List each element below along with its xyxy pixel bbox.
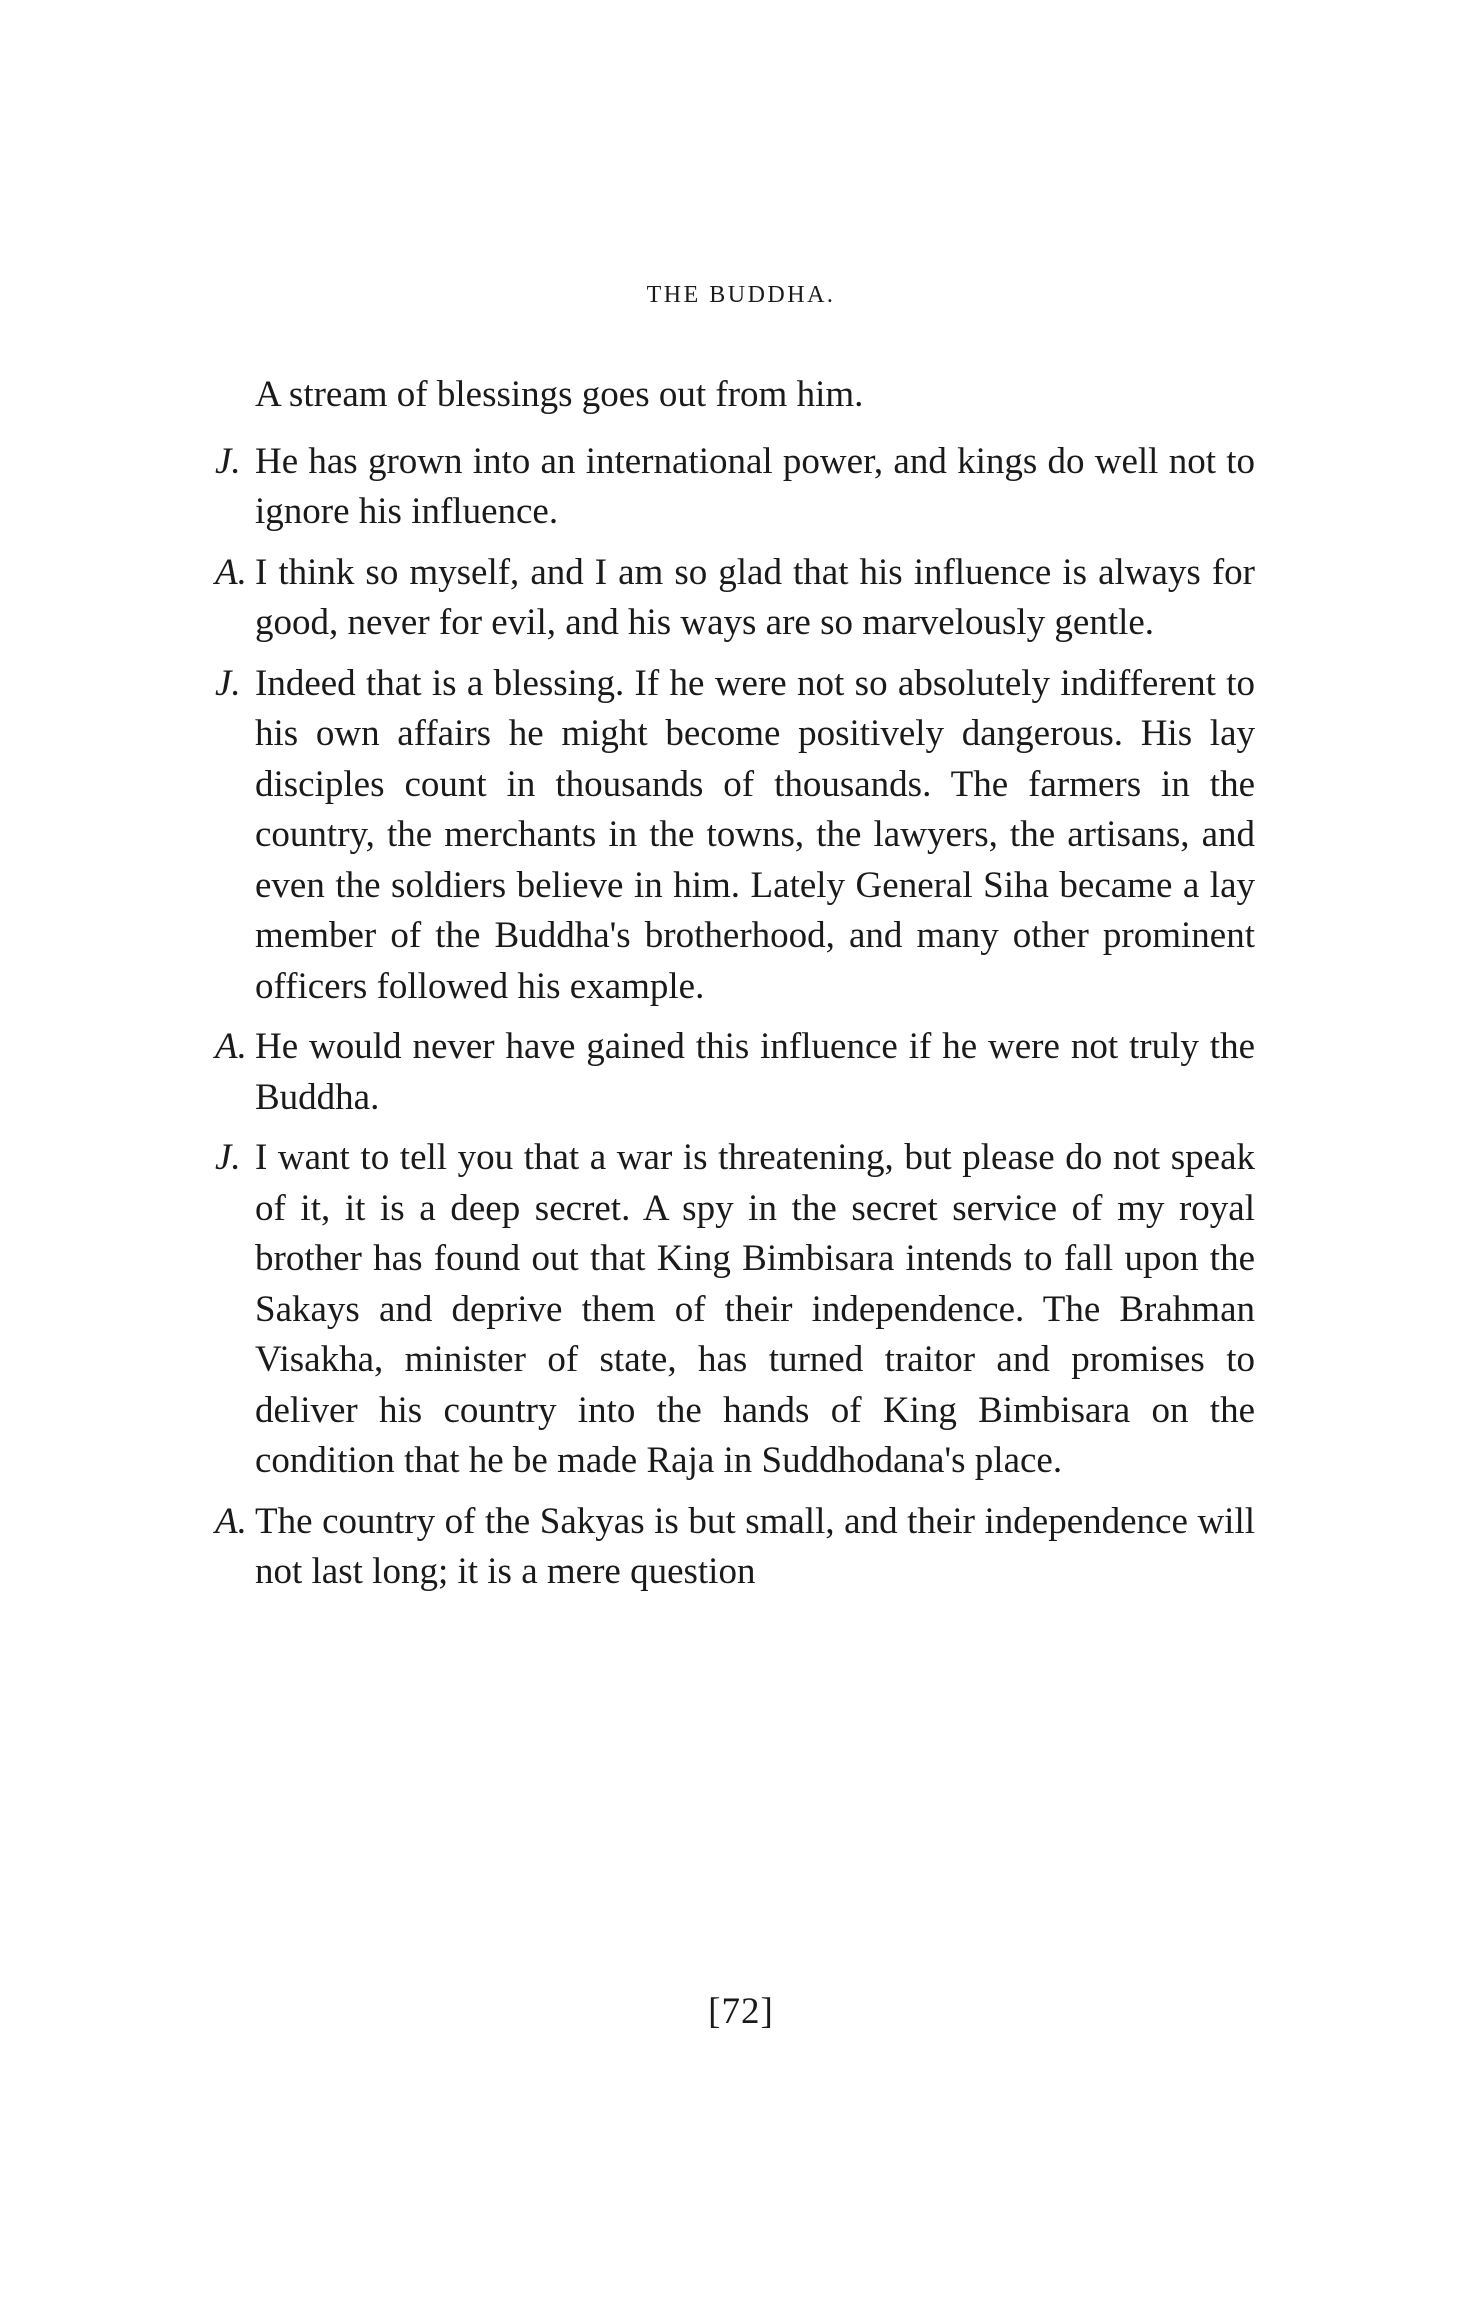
paragraph-text: I want to tell you that a war is threatening, but please do not speak of it, it is a deep secret. A spy in the secret service of my royal brother has found out that King Bimbisara intends to fall upon the Sakays and deprive them of their independence. The Brahman Visakha, minister of state, has turned traitor and promises to deliver his country into the hands of King Bimbisara on the condition that he be made Raja in Suddhodana's place.: [255, 1137, 1255, 1481]
dialogue-paragraph: [215, 1133, 1255, 1487]
paragraph-text: He would never have gained this influence if he were not truly the Buddha.: [255, 1026, 1255, 1118]
speaker-marker: A.: [215, 551, 247, 593]
dialogue-paragraph: [215, 437, 1255, 538]
dialogue-paragraph: [215, 370, 1255, 421]
speaker-marker: J.: [215, 1137, 241, 1178]
page-number: [72]: [708, 1991, 774, 2032]
dialogue-paragraph: [215, 1022, 1255, 1123]
speaker-marker: A.: [215, 1500, 247, 1542]
paragraph-text: The country of the Sakyas is but small, and their independence will not last long; it is a mere question: [255, 1500, 1255, 1592]
dialogue-paragraph: [215, 1497, 1255, 1598]
paragraph-text: I think so myself, and I am so glad that his influence is always for good, never for evil, and his ways are so marvelously gentle.: [255, 551, 1255, 643]
speaker-marker: J.: [215, 440, 241, 482]
dialogue-paragraph: [215, 659, 1255, 1013]
speaker-marker: J.: [215, 662, 241, 704]
running-head: THE BUDDHA.: [646, 282, 836, 308]
speaker-marker: A.: [215, 1026, 247, 1067]
dialogue-text: [215, 370, 1255, 1608]
paragraph-text: Indeed that is a blessing. If he were not so absolutely indifferent to his own affairs he might become positively dangerous. His lay disciples count in thousands of thousands. The farmers in the country, the merchants in the towns, the lawyers, the artisans, and even the soldiers believe in him. Lately General Siha became a lay member of the Buddha's brotherhood, and many other prominent officers followed his example.: [255, 662, 1255, 1007]
paragraph-text: A stream of blessings goes out from him.: [255, 374, 864, 415]
dialogue-paragraph: [215, 548, 1255, 649]
paragraph-text: He has grown into an international power, and kings do well not to ignore his influence.: [255, 440, 1255, 532]
